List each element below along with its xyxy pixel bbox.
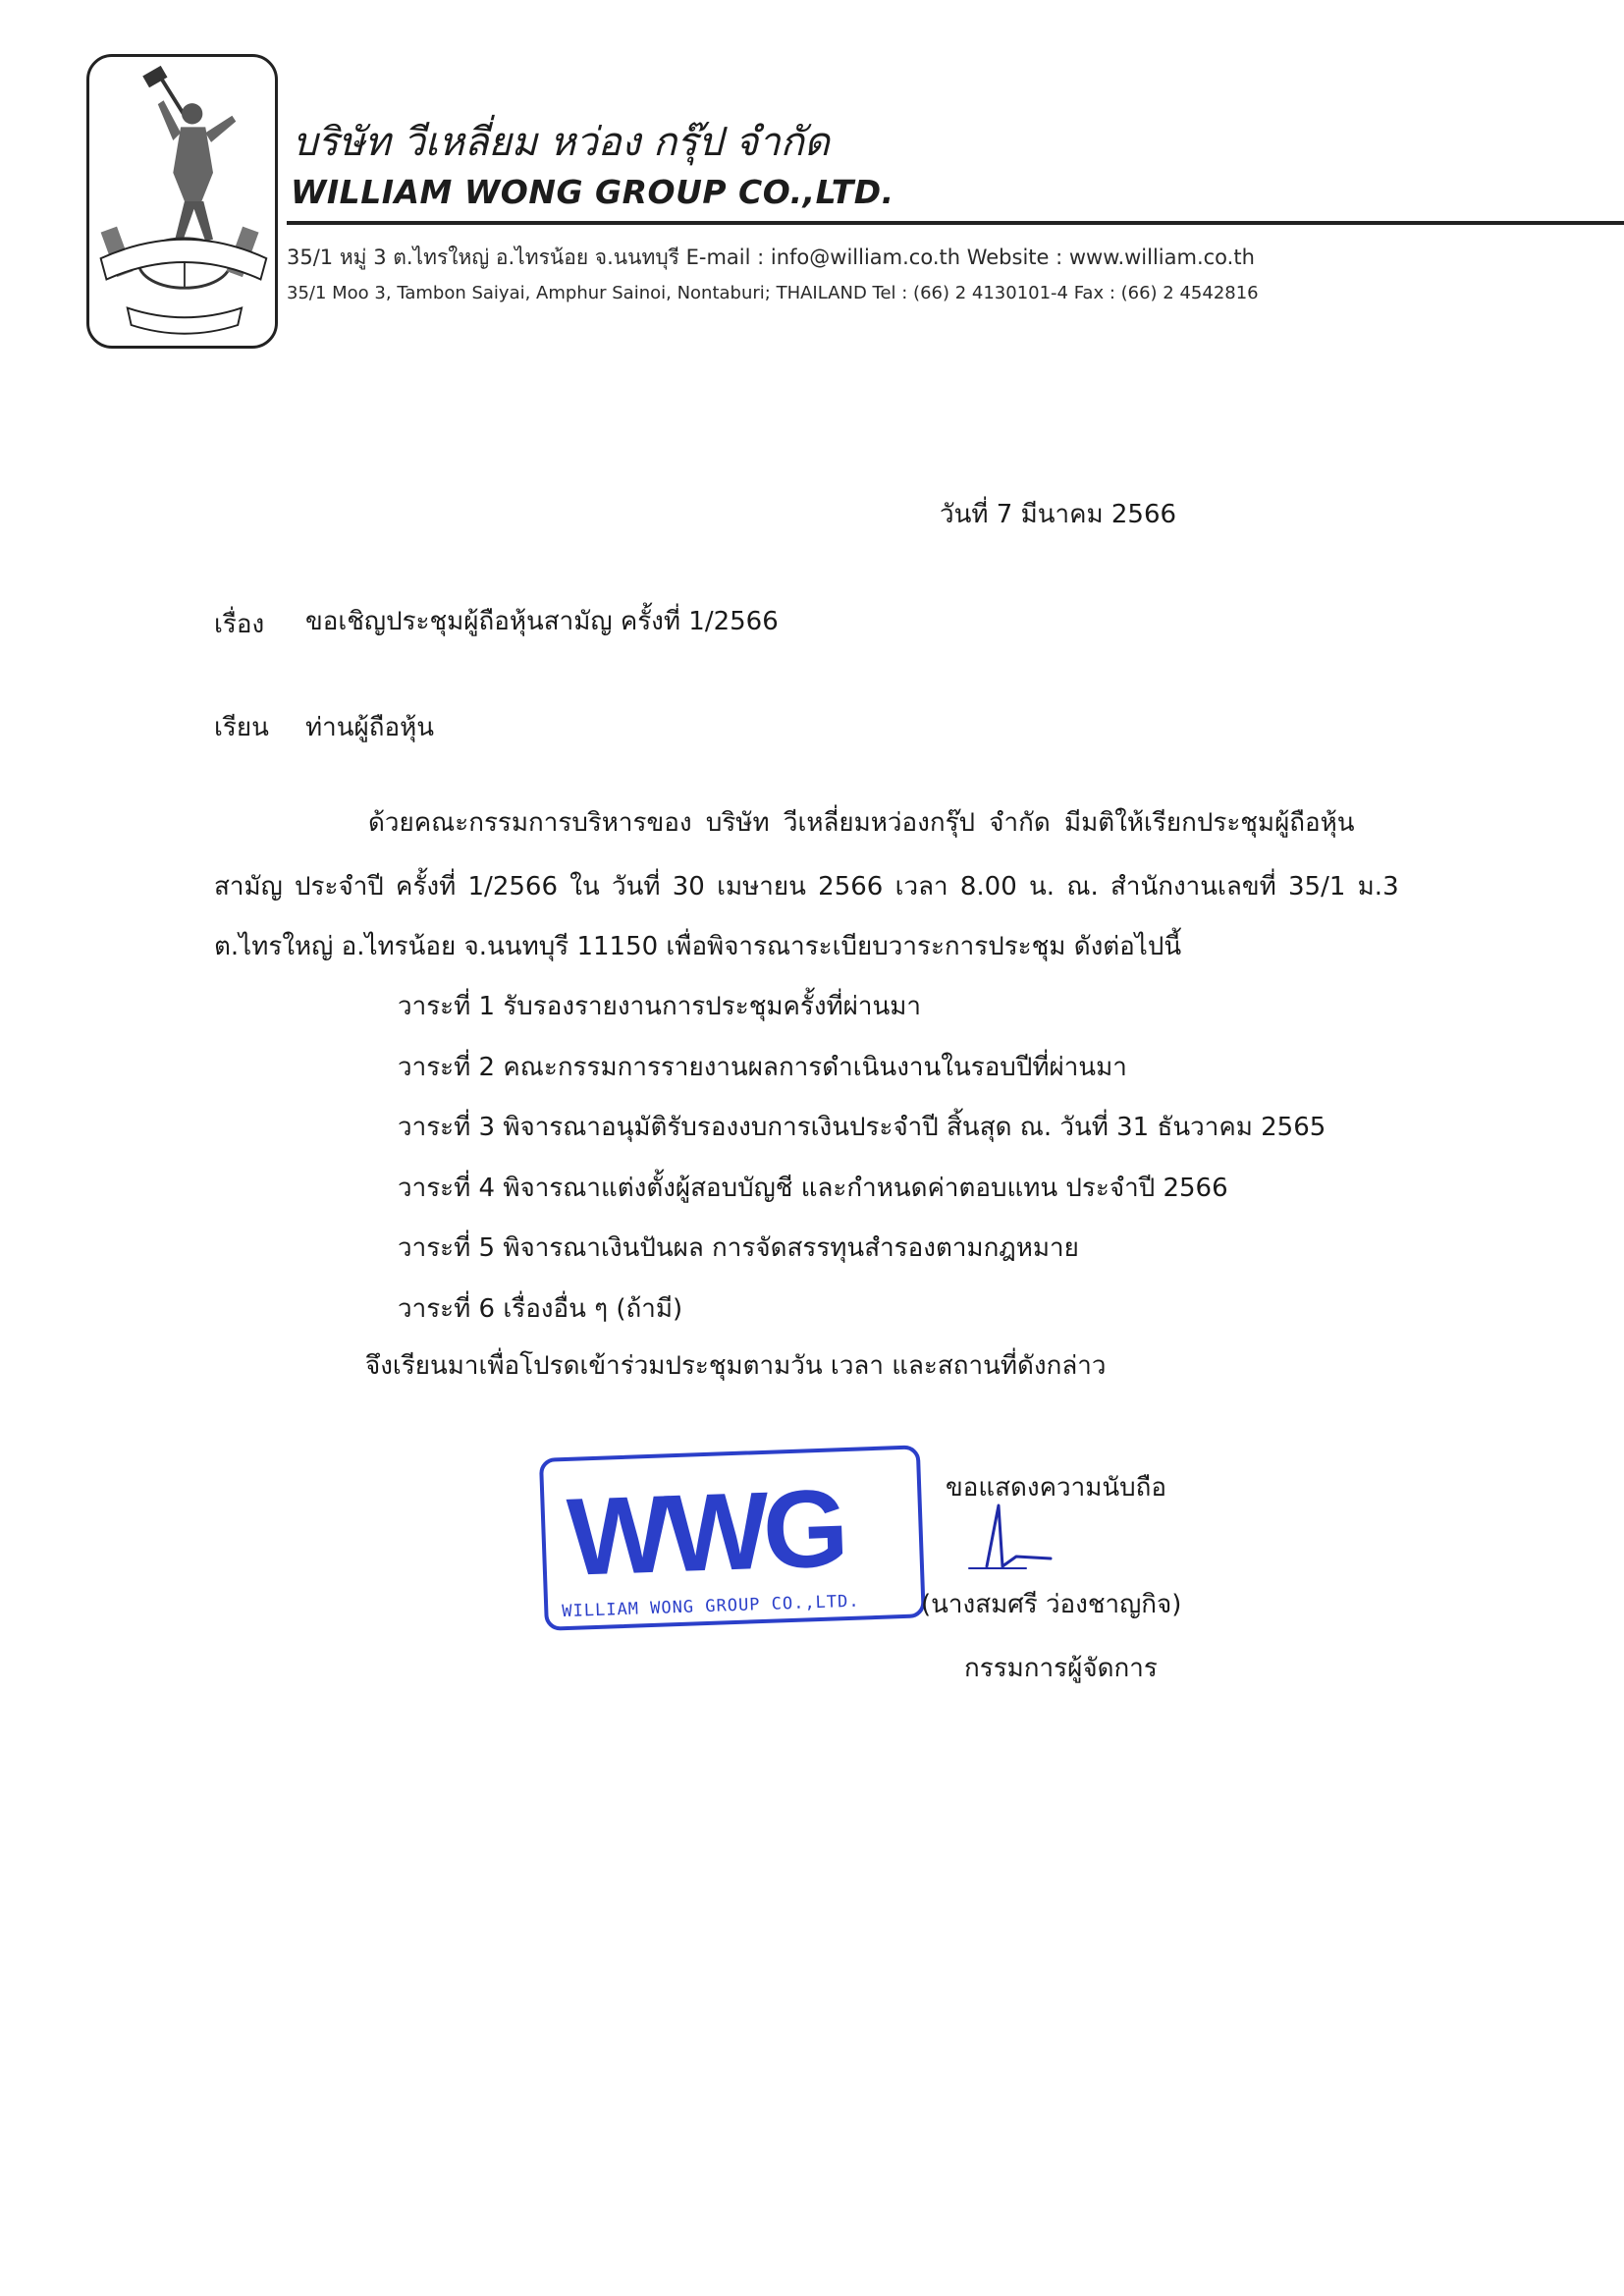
letter-date: วันที่ 7 มีนาคม 2566 — [940, 500, 1177, 529]
agenda-item: วาระที่ 1 รับรองรายงานการประชุมครั้งที่ผ่านมา — [398, 992, 922, 1021]
body-paragraph-line-3: ต.ไทรใหญ่ อ.ไทรน้อย จ.นนทบุรี 11150 เพื่อพิจารณาระเบียบวาระการประชุม ดังต่อไปนี้ — [214, 932, 1182, 961]
handwritten-signature — [957, 1498, 1065, 1586]
subject-text: ขอเชิญประชุมผู้ถือหุ้นสามัญ ครั้งที่ 1/2566 — [305, 607, 779, 636]
agenda-item: วาระที่ 6 เรื่องอื่น ๆ (ถ้ามี) — [398, 1293, 683, 1324]
stamp-text: WILLIAM WONG GROUP CO.,LTD. — [562, 1591, 860, 1622]
agenda-item: วาระที่ 4 พิจารณาแต่งตั้งผู้สอบบัญชี และกำหนดค่าตอบแทน ประจำปี 2566 — [398, 1173, 1228, 1203]
signer-position: กรรมการผู้จัดการ — [964, 1654, 1158, 1683]
body-paragraph-line-1: ด้วยคณะกรรมการบริหารของ บริษัท วีเหลี่ยมหว่องกรุ๊ป จำกัด มีมติให้เรียกประชุมผู้ถือหุ้น — [368, 808, 1355, 838]
body-paragraph-line-2: สามัญ ประจำปี ครั้งที่ 1/2566 ใน วันที่ 30 เมษายน 2566 เวลา 8.00 น. ณ. สำนักงานเลขที่ 35/1 ม.3 — [214, 872, 1399, 902]
closing-sentence: จึงเรียนมาเพื่อโปรดเข้าร่วมประชุมตามวัน เวลา และสถานที่ดังกล่าว — [365, 1351, 1107, 1381]
address-english: 35/1 Moo 3, Tambon Saiyai, Amphur Sainoi, Nontaburi; THAILAND Tel : (66) 2 4130101-4 Fax : (66) 2 4542816 — [287, 283, 1259, 303]
subject-label: เรื่อง — [214, 610, 265, 639]
signer-name: (นางสมศรี ว่องชาญกิจ) — [921, 1590, 1182, 1619]
logo-emblem-icon — [89, 57, 275, 346]
company-stamp — [538, 1444, 931, 1640]
agenda-list — [398, 986, 1326, 1348]
salutation-label: เรียน — [214, 713, 269, 742]
agenda-item: วาระที่ 5 พิจารณาเงินปันผล การจัดสรรทุนสำรองตามกฎหมาย — [398, 1233, 1079, 1263]
company-logo — [86, 54, 278, 349]
regards-text: ขอแสดงความนับถือ — [946, 1473, 1166, 1503]
company-name-thai: บริษัท วีเหลี่ยม หว่อง กรุ๊ป จำกัด — [293, 120, 830, 165]
address-thai: 35/1 หมู่ 3 ต.ไทรใหญ่ อ.ไทรน้อย จ.นนทบุรี E-mail : info@william.co.th Website : www.william.co.th — [287, 246, 1255, 269]
letterhead-divider — [287, 221, 1624, 225]
company-name-english: WILLIAM WONG GROUP CO.,LTD. — [291, 173, 894, 211]
agenda-item: วาระที่ 3 พิจารณาอนุมัติรับรองงบการเงินประจำปี สิ้นสุด ณ. วันที่ 31 ธันวาคม 2565 — [398, 1113, 1326, 1142]
salutation-text: ท่านผู้ถือหุ้น — [305, 713, 435, 742]
stamp-monogram: WWG — [565, 1466, 845, 1599]
agenda-item: วาระที่ 2 คณะกรรมการรายงานผลการดำเนินงานในรอบปีที่ผ่านมา — [398, 1052, 1127, 1082]
